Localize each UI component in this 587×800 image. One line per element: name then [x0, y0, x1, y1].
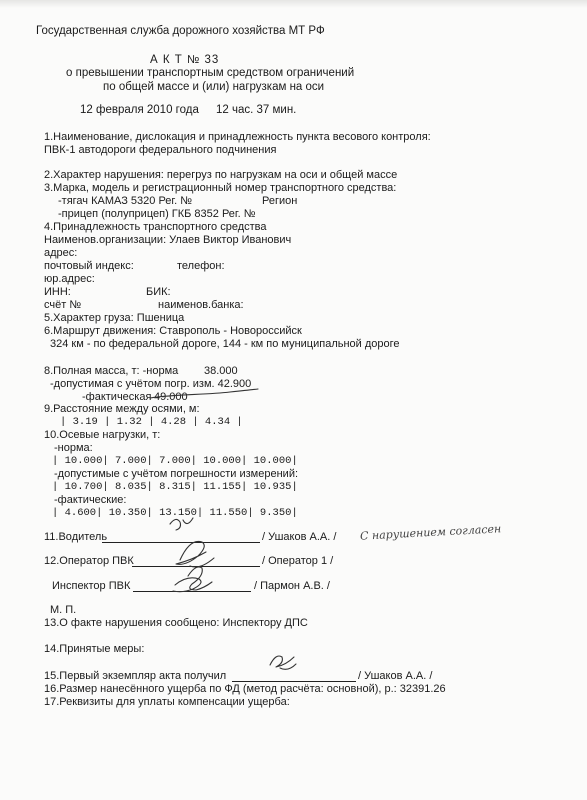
section-5: 5.Характер груза: Пшеница [44, 312, 185, 324]
act-time: 12 час. 37 мин. [216, 104, 297, 116]
act-date: 12 февраля 2010 года [80, 104, 199, 116]
section-14: 14.Принятые меры: [44, 643, 145, 655]
inspector-name: / Пармон А.В. / [254, 580, 330, 592]
section-9-head: 9.Расстояние между осями, м: [44, 403, 200, 415]
axle-norm-values: | 10.000| 7.000| 7.000| 10.000| 10.000| [52, 455, 298, 467]
axle-allowed-values: | 10.700| 8.035| 8.315| 11.155| 10.935| [52, 481, 298, 493]
section-8-norm-value: 38.000 [204, 365, 238, 377]
route-distance: 324 км - по федеральной дороге, 144 - км по муниципальной дороге [50, 338, 400, 350]
operator-name: / Оператор 1 / [262, 555, 334, 567]
organization-header: Государственная служба дорожного хозяйства МТ РФ [36, 25, 325, 37]
section-16: 16.Размер нанесённого ущерба по ФД (метод расчёта: основной), р.: 32391.26 [44, 683, 446, 695]
act-subtitle-1: о превышении транспортным средством ограничений [66, 67, 355, 79]
driver-signature [170, 518, 193, 530]
section-13: 13.О факте нарушения сообщено: Инспектору ДПС [44, 617, 308, 629]
stamp-place: М. П. [50, 604, 77, 616]
legal-address: юр.адрес: [44, 273, 95, 285]
section-4-head: 4.Принадлежность транспортного средства [44, 221, 267, 233]
axle-actual-values: | 4.600| 10.350| 13.150| 11.550| 9.350| [52, 507, 298, 519]
owner-name: Наименов.организации: Улаев Виктор Иванович [44, 234, 292, 246]
receiver-name: / Ушаков А.А. / [358, 670, 433, 682]
section-2: 2.Характер нарушения: перегруз по нагрузкам на оси и общей массе [44, 169, 398, 181]
section-17: 17.Реквизиты для уплаты компенсации ущерба: [44, 696, 290, 708]
bik: БИК: [146, 286, 171, 298]
tractor-line: -тягач КАМАЗ 5320 Рег. № [58, 195, 192, 207]
section-11-label: 11.Водитель [44, 531, 108, 543]
section-12-label: 12.Оператор ПВК [44, 555, 134, 567]
owner-address: адрес: [44, 247, 78, 259]
driver-handwritten-note: С нарушением согласен [359, 522, 502, 543]
inspector-signature-line [133, 580, 251, 592]
receiver-signature-line [232, 670, 356, 682]
section-1-head: 1.Наименование, дислокация и принадлежность пункта весового контроля: [44, 131, 431, 143]
axle-norm-label: -норма: [54, 442, 93, 454]
inn: ИНН: [44, 286, 71, 298]
axle-actual-label: -фактические: [54, 494, 127, 506]
axle-distances: | 3.19 | 1.32 | 4.28 | 4.34 | [60, 416, 243, 428]
section-3-head: 3.Марка, модель и регистрационный номер транспортного средства: [44, 182, 397, 194]
axle-allowed-label: -допустимые с учётом погрешности измерений: [54, 468, 299, 480]
section-10-head: 10.Осевые нагрузки, т: [44, 429, 161, 441]
section-1-value: ПВК-1 автодороги федерального подчинения [44, 144, 277, 156]
bank-name: наименов.банка: [158, 299, 244, 311]
operator-signature-line [132, 555, 260, 567]
section-8-actual-label: -фактическая [82, 391, 152, 403]
section-8-actual-value: 49.000 [154, 391, 188, 403]
scan-edge [0, 0, 587, 8]
section-6-head: 6.Маршрут движения: Ставрополь - Новороссийск [44, 325, 302, 337]
driver-signature-line [102, 531, 260, 543]
act-subtitle-2: по общей массе и (или) нагрузкам на оси [103, 81, 325, 93]
phone: телефон: [177, 260, 225, 272]
driver-name: / Ушаков А.А. / [262, 531, 337, 543]
account: счёт № [44, 299, 82, 311]
section-15-label: 15.Первый экземпляр акта получил [44, 670, 227, 682]
trailer-line: -прицеп (полуприцеп) ГКБ 8352 Рег. № [58, 208, 256, 220]
section-8-allowed: -допустимая с учётом погр. изм. 42.900 [50, 378, 252, 390]
region-label: Регион [262, 195, 298, 207]
act-title: А К Т № 33 [150, 54, 220, 66]
receiver-signature [270, 656, 296, 669]
section-8-norm-label: 8.Полная масса, т: -норма [44, 365, 179, 377]
inspector-label: Инспектор ПВК [52, 580, 131, 592]
postal-index: почтовый индекс: [44, 260, 134, 272]
